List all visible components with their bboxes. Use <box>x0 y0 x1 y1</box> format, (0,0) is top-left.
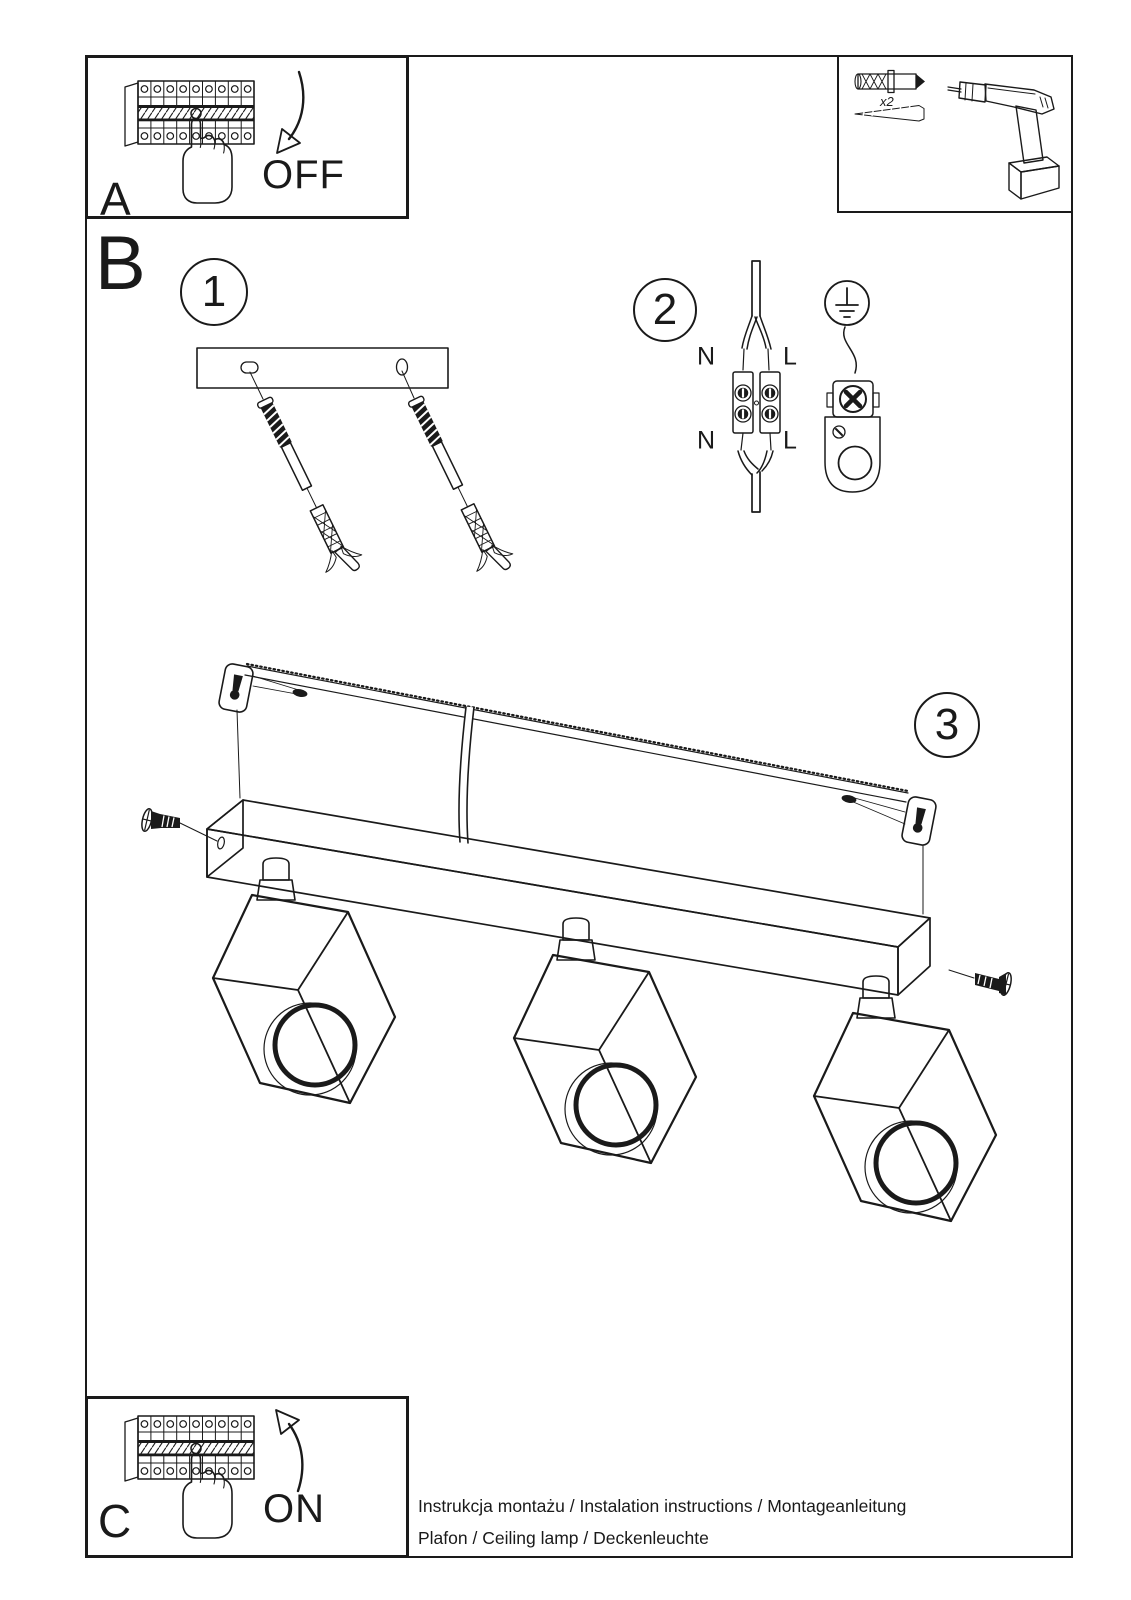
drill-icon <box>948 82 1059 199</box>
wall-anchor-icon <box>855 71 925 93</box>
on-label: ON <box>263 1487 325 1531</box>
arrow-up-icon <box>276 1410 302 1491</box>
step-a-label: A <box>100 173 131 225</box>
pointing-hand-icon <box>183 1454 232 1538</box>
step-1-badge: 1 <box>180 258 248 326</box>
step-c-label: C <box>98 1495 132 1547</box>
alignment-lines <box>253 676 905 824</box>
wire-terminal-diagram <box>733 261 780 512</box>
circuit-breaker-icon <box>125 1416 254 1481</box>
fixing-screw-right <box>949 970 1013 996</box>
mounting-plate <box>197 348 448 388</box>
footer-title <box>418 1490 906 1554</box>
lamp-housing <box>207 800 930 995</box>
spotlight-cube <box>213 895 395 1103</box>
spot-mount <box>257 858 295 900</box>
footer-line-instructions: Instrukcja montażu / Instalation instructions / Montageanleitung <box>418 1496 907 1516</box>
live-label-bottom: L <box>783 426 797 455</box>
off-label: OFF <box>262 153 345 197</box>
power-cable <box>459 707 474 843</box>
ground-clamp-icon <box>825 327 880 492</box>
step-b-label: B <box>95 221 146 306</box>
circuit-breaker-icon <box>125 81 254 146</box>
anchor-screw-icon <box>397 371 518 581</box>
neutral-label-top: N <box>696 342 716 371</box>
spotlight-cube <box>814 1013 996 1221</box>
footer-line-product: Plafon / Ceiling lamp / Deckenleuchte <box>418 1528 709 1548</box>
mounting-rail <box>218 663 937 846</box>
anchor-screw-icon <box>246 372 367 582</box>
live-label-top: L <box>783 342 797 371</box>
spot-mount <box>557 918 595 960</box>
spot-mount <box>857 976 895 1018</box>
step-3-badge: 3 <box>914 692 980 758</box>
step-2-badge: 2 <box>633 278 697 342</box>
pointing-hand-icon <box>183 119 232 203</box>
ground-symbol-icon <box>825 281 869 325</box>
arrow-down-icon <box>277 72 303 153</box>
anchor-quantity-label: x2 <box>880 94 894 109</box>
neutral-label-bottom: N <box>696 426 716 455</box>
ceiling-lamp-diagram <box>140 663 1013 1221</box>
fixing-screw-left <box>140 808 217 841</box>
terminal-screws <box>735 385 778 422</box>
spotlight-cube <box>514 955 696 1163</box>
